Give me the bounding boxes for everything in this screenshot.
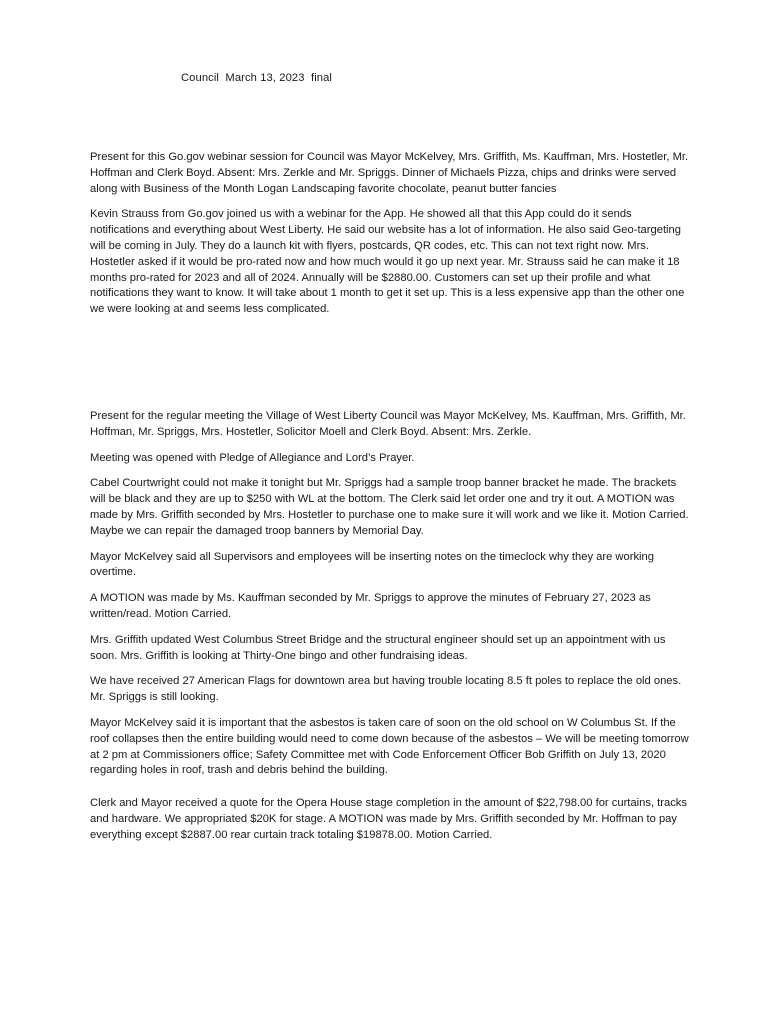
american-flags-paragraph: We have received 27 American Flags for downtown area but having trouble locating 8.5 ft poles to replace the old ones. Mr. Spriggs is still looking. — [90, 675, 682, 704]
webinar-attendance-paragraph: Present for this Go.gov webinar session for Council was Mayor McKelvey, Mrs. Griffith, Ms. Kauffman, Mrs. Hostetler, Mr. Hoffman and Clerk Boyd. Absent: Mrs. Zerkle and Mr. Spriggs. Dinner of Michaels Pizza, chips and drinks were served along with Business of the Month Logan Landscaping favorite chocolate, peanut butter fancies — [90, 151, 689, 195]
timeclock-paragraph: Mayor McKelvey said all Supervisors and employees will be inserting notes on the timeclock why they are working overtime. — [90, 550, 654, 579]
webinar-app-paragraph: Kevin Strauss from Go.gov joined us with a webinar for the App. He showed all that this App could do it sends notifications and everything about West Liberty. He said our website has a lot of information. He also said Geo-targeting will be coming in July. They do a launch kit with flyers, postcards, QR codes, etc. This can not text right now. Mrs. Hostetler asked if it would be pro-rated now and how much would it go up next year. Mr. Strauss said he can make it 18 months pro-rated for 2023 and all of 2024. Annually will be $2880.00. Customers can set up their profile and what notifications they want to know. It will take about 1 month to get it set up. This is a less expensive app than the other one we were looking at and seems less complicated. — [90, 208, 685, 316]
regular-attendance-paragraph: Present for the regular meeting the Village of West Liberty Council was Mayor McKelvey, Ms. Kauffman, Mrs. Griffith, Mr. Hoffman, Mr. Spriggs, Mrs. Hostetler, Solicitor Moell and Clerk Boyd. Absent: Mrs. Zerkle. — [90, 410, 686, 438]
bridge-update-paragraph: Mrs. Griffith updated West Columbus Street Bridge and the structural engineer should set up an appointment with us soon. Mrs. Griffith is looking at Thirty-One bingo and other fundraising ideas. — [90, 633, 666, 662]
troop-banner-paragraph: Cabel Courtwright could not make it tonight but Mr. Spriggs had a sample troop banner bracket he made. The brackets will be black and they are up to $250 with WL at the bottom. The Clerk said let order one and try it out. A MOTION was made by Mrs. Griffith seconded by Mrs. Hostetler to purchase one to make sure it will work and we like it. Motion Carried. Maybe we can repair the damaged troop banners by Memorial Day. — [90, 477, 689, 537]
regular-meeting-section — [90, 409, 690, 854]
opening-paragraph: Meeting was opened with Pledge of Allegiance and Lord’s Prayer. — [90, 451, 415, 464]
webinar-session-section — [90, 150, 690, 328]
minutes-motion-paragraph: A MOTION was made by Ms. Kauffman seconded by Mr. Spriggs to approve the minutes of February 27, 2023 as written/read. Motion Carried. — [90, 592, 651, 620]
asbestos-paragraph: Mayor McKelvey said it is important that the asbestos is taken care of soon on the old school on W Columbus St. If the roof collapses then the entire building would need to come down because of the asbestos – We will be meeting tomorrow at 2 pm at Commissioners office; Safety Committee met with Code Enforcement Officer Bob Griffith on July 13, 2020 regarding holes in roof, trash and debris behind the building. — [90, 716, 689, 777]
opera-house-paragraph: Clerk and Mayor received a quote for the Opera House stage completion in the amount of $22,798.00 for curtains, tracks and hardware. We appropriated $20K for stage. A MOTION was made by Mrs. Griffith seconded by Mr. Hoffman to pay everything except $2887.00 rear curtain track totaling $19878.00. Motion Carried. — [90, 797, 687, 841]
document-title: Council March 13, 2023 final — [181, 72, 333, 84]
